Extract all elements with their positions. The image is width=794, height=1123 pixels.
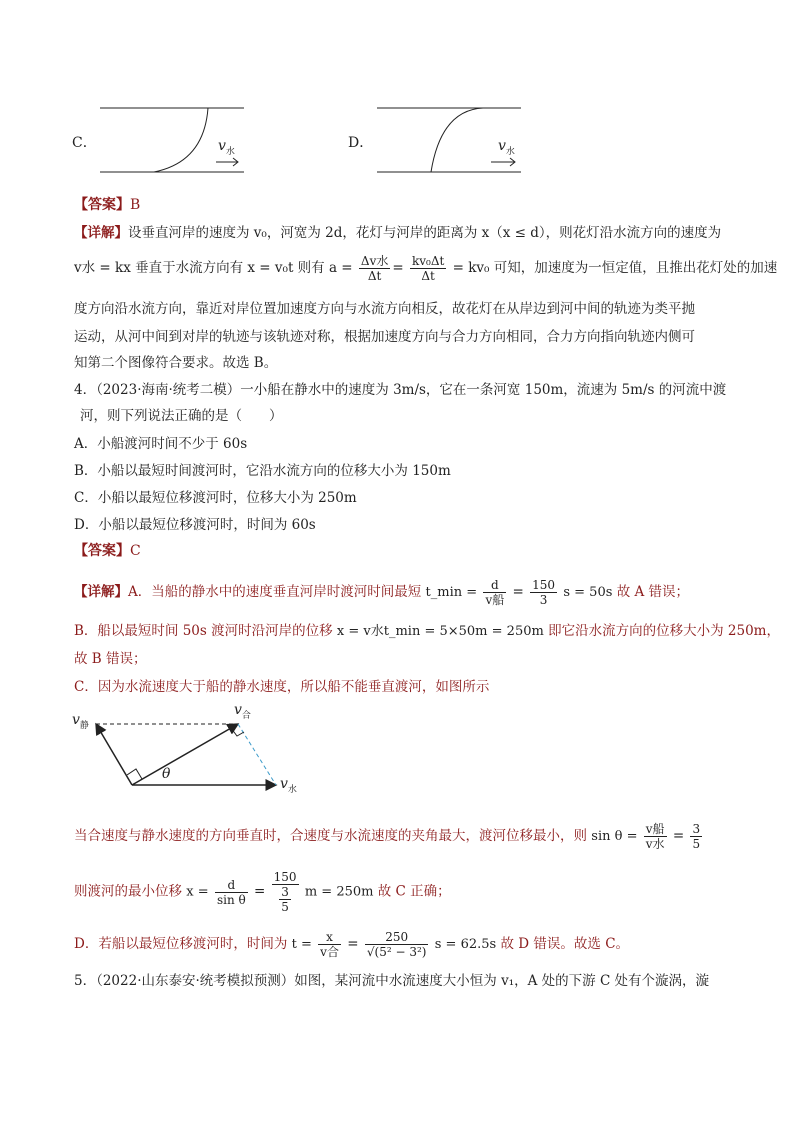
q4-stem-2: 河，则下列说法正确的是（ ） [80,408,283,424]
diagram-v-still: $v_静$ [72,712,89,731]
q4-option-d: D．小船以最短位移渡河时，时间为 60s [74,517,316,533]
detail-1-line-5: 知第二个图像符合要求。故选 B。 [74,355,278,371]
detail-1-line-2: v水 = kx 垂直于水流方向有 x = v₀t 则有 a = $\frac{\text{Δv水}}{\Delta t}$ = $\frac{\text{kv₀Δt}}{\Delta t}$ = kv₀ 可知，加速度为一恒定值，且推出花灯处的加速 [74,254,778,283]
detail-2-d: D．若船以最短位移渡河时，时间为 t = $\frac{x}{\text{v合}}$ = $\frac{250}{\text{√(5² − 3²)}}$ s = 62.5s 故 D 错误。故选 C。 [74,930,630,959]
detail-2-c: C．因为水流速度大于船的静水速度，所以船不能垂直渡河，如图所示 [74,679,490,695]
q4-option-a: A．小船渡河时间不少于 60s [74,436,248,452]
detail-1-line-4: 运动，从河中间到对岸的轨迹与该轨迹对称，根据加速度方向与合力方向相同，合力方向指向轨迹内侧可 [74,329,695,345]
diagram-v-water: $v_水$ [280,776,297,795]
option-d-label: D． [348,135,374,151]
vector-diagram [70,698,310,808]
diagram-v-res: $v_合$ [234,702,251,721]
option-c-label: C． [72,135,97,151]
detail-1-line-1: 【详解】设垂直河岸的速度为 v₀，河宽为 2d，花灯与河岸的距离为 x（x ≤ d），则花灯沿水流方向的速度为 [74,225,722,241]
diagram-theta: θ [162,766,171,782]
detail-2-b: B．船以最短时间 50s 渡河时沿河岸的位移 x = v水t_min = 5×50m = 250m 即它沿水流方向的位移大小为 250m， [74,623,780,639]
detail-2-a: 【详解】A．当船的静水中的速度垂直河岸时渡河时间最短 t_min = $\frac{d}{\text{v船}}$ = $\frac{150}{3}$ s = 50s 故 A 错误； [74,578,690,607]
q4-option-c: C．小船以最短位移渡河时，位移大小为 250m [74,490,357,506]
graph-d-v-label: $v_水$ [498,138,515,157]
answer-2: 【答案】C [74,543,141,559]
detail-2-c-line-3: 则渡河的最小位移 x = $\frac{d}{\text{sin θ}}$ = $\frac{150}{\frac{3}{5}}$ m = 250m 故 C 正确； [74,870,451,914]
detail-1-line-3: 度方向沿水流方向，靠近对岸位置加速度方向与水流方向相反，故花灯在从岸边到河中间的轨迹为类平抛 [74,301,695,317]
detail-2-b-line-2: 故 B 错误； [74,651,147,667]
graph-c-v-label: $v_水$ [218,138,235,157]
detail-2-c-line-2: 当合速度与静水速度的方向垂直时，合速度与水流速度的夹角最大，渡河位移最小，则 sin θ = $\frac{\text{v船}}{\text{v水}}$ = $\frac{3}{5}$ [74,822,701,851]
q4-stem-1: 4．（2023·海南·统考二模）一小船在静水中的速度为 3m/s，它在一条河宽 150m，流速为 5m/s 的河流中渡 [74,382,727,398]
q5-stem-1: 5．（2022·山东泰安·统考模拟预测）如图，某河流中水流速度大小恒为 v₁，A 处的下游 C 处有个漩涡，漩 [74,973,710,989]
answer-1: 【答案】B [74,197,141,213]
q4-option-b: B．小船以最短时间渡河时，它沿水流方向的位移大小为 150m [74,463,451,479]
